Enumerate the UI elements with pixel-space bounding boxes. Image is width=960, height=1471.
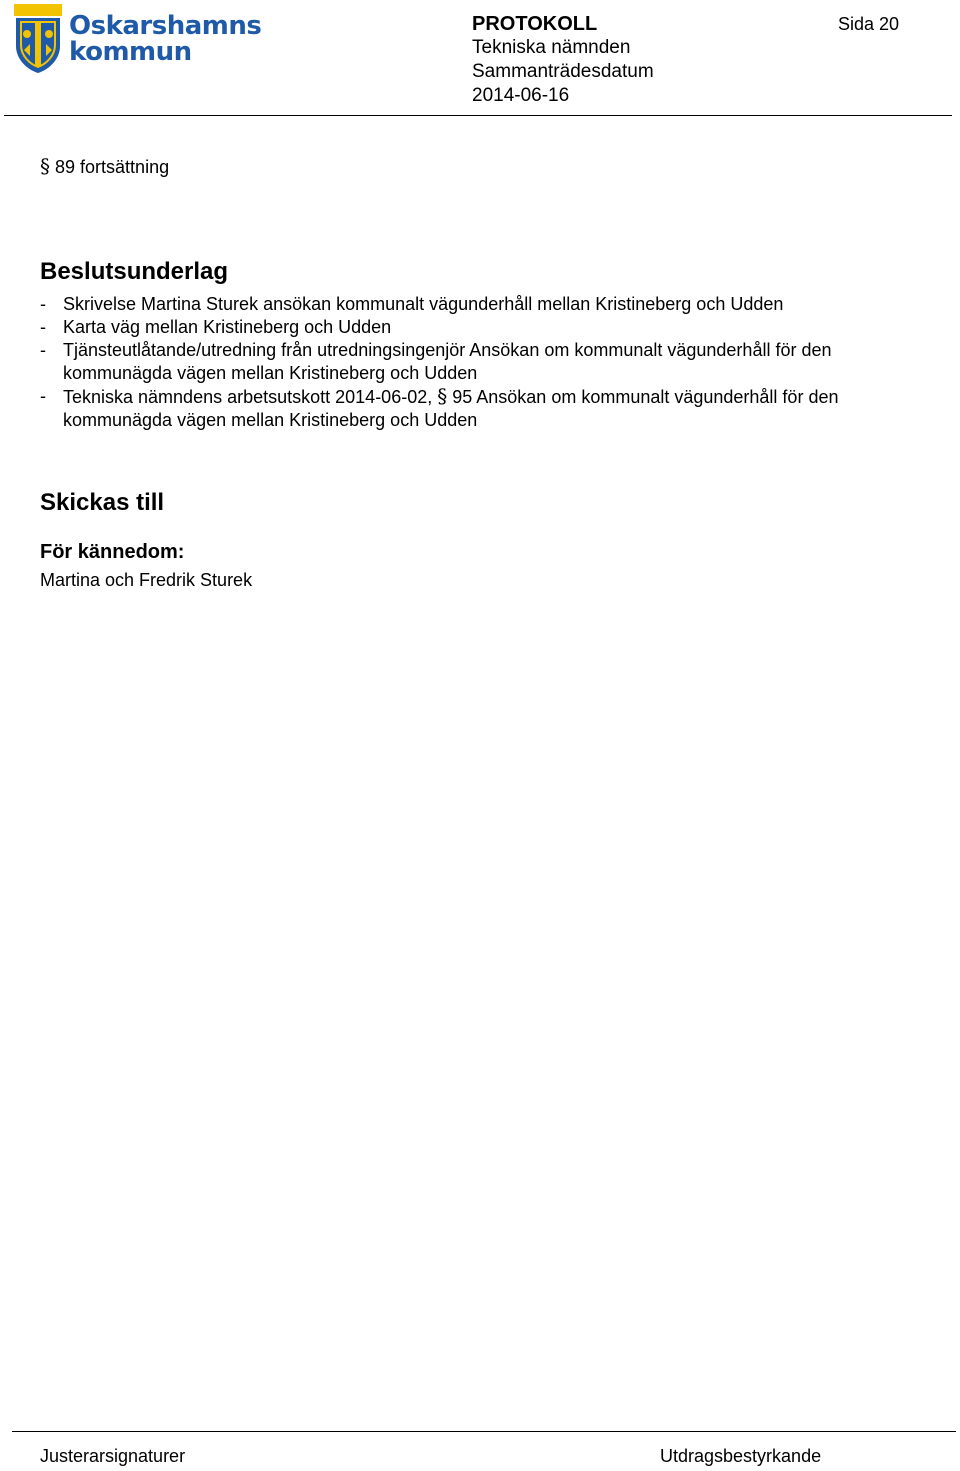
- meeting-date: 2014-06-16: [472, 85, 570, 106]
- document-title: PROTOKOLL: [472, 13, 598, 35]
- list-dash: -: [40, 294, 46, 314]
- section-reference: [40, 154, 169, 178]
- municipality-logo: [12, 4, 262, 76]
- list-item-text: Karta väg mellan Kristineberg och Udden: [63, 317, 392, 337]
- beslutsunderlag-list: [40, 293, 940, 432]
- section-reference-text: 89 fortsättning: [55, 157, 170, 177]
- list-item-text-part: 95 Ansökan om kommunalt vägunderhåll för den kommunägda vägen mellan Kristineberg och Udden: [63, 387, 839, 430]
- list-item-text: [63, 385, 940, 432]
- footer-certification-label: Utdragsbestyrkande: [660, 1446, 822, 1466]
- list-item: [40, 339, 940, 385]
- for-kannedom-label: För kännedom:: [40, 541, 185, 563]
- header-divider: [4, 115, 952, 116]
- skickas-till-heading: Skickas till: [40, 489, 165, 516]
- paragraph-symbol: §: [437, 384, 448, 408]
- board-name: Tekniska nämnden: [472, 37, 631, 58]
- footer-divider: [12, 1431, 956, 1432]
- logo-text-line2: kommun: [69, 37, 192, 67]
- list-item-text-part: Tekniska nämndens arbetsutskott 2014-06-02,: [63, 387, 438, 407]
- list-dash: -: [40, 340, 46, 360]
- meeting-date-label: Sammanträdesdatum: [472, 61, 654, 82]
- footer-signatures-label: Justerarsignaturer: [40, 1446, 186, 1466]
- list-item: [40, 293, 940, 316]
- list-item: [40, 385, 940, 432]
- coat-of-arms-icon: [12, 4, 64, 74]
- list-dash: -: [40, 386, 46, 406]
- list-item-text: Tjänsteutlåtande/utredning från utredningsingenjör Ansökan om kommunalt vägunderhåll för den kommunägda vägen mellan Kristineberg och Udden: [63, 340, 832, 383]
- document-header: [472, 12, 654, 108]
- paragraph-symbol: §: [40, 154, 50, 178]
- list-item-text: Skrivelse Martina Sturek ansökan kommunalt vägunderhåll mellan Kristineberg och Udden: [63, 294, 784, 314]
- recipients: Martina och Fredrik Sturek: [40, 570, 253, 590]
- beslutsunderlag-heading: Beslutsunderlag: [40, 258, 229, 285]
- page-number: Sida 20: [838, 14, 900, 34]
- logo-text-line1: Oskarshamns: [69, 11, 262, 41]
- list-dash: -: [40, 317, 46, 337]
- list-item: [40, 316, 940, 339]
